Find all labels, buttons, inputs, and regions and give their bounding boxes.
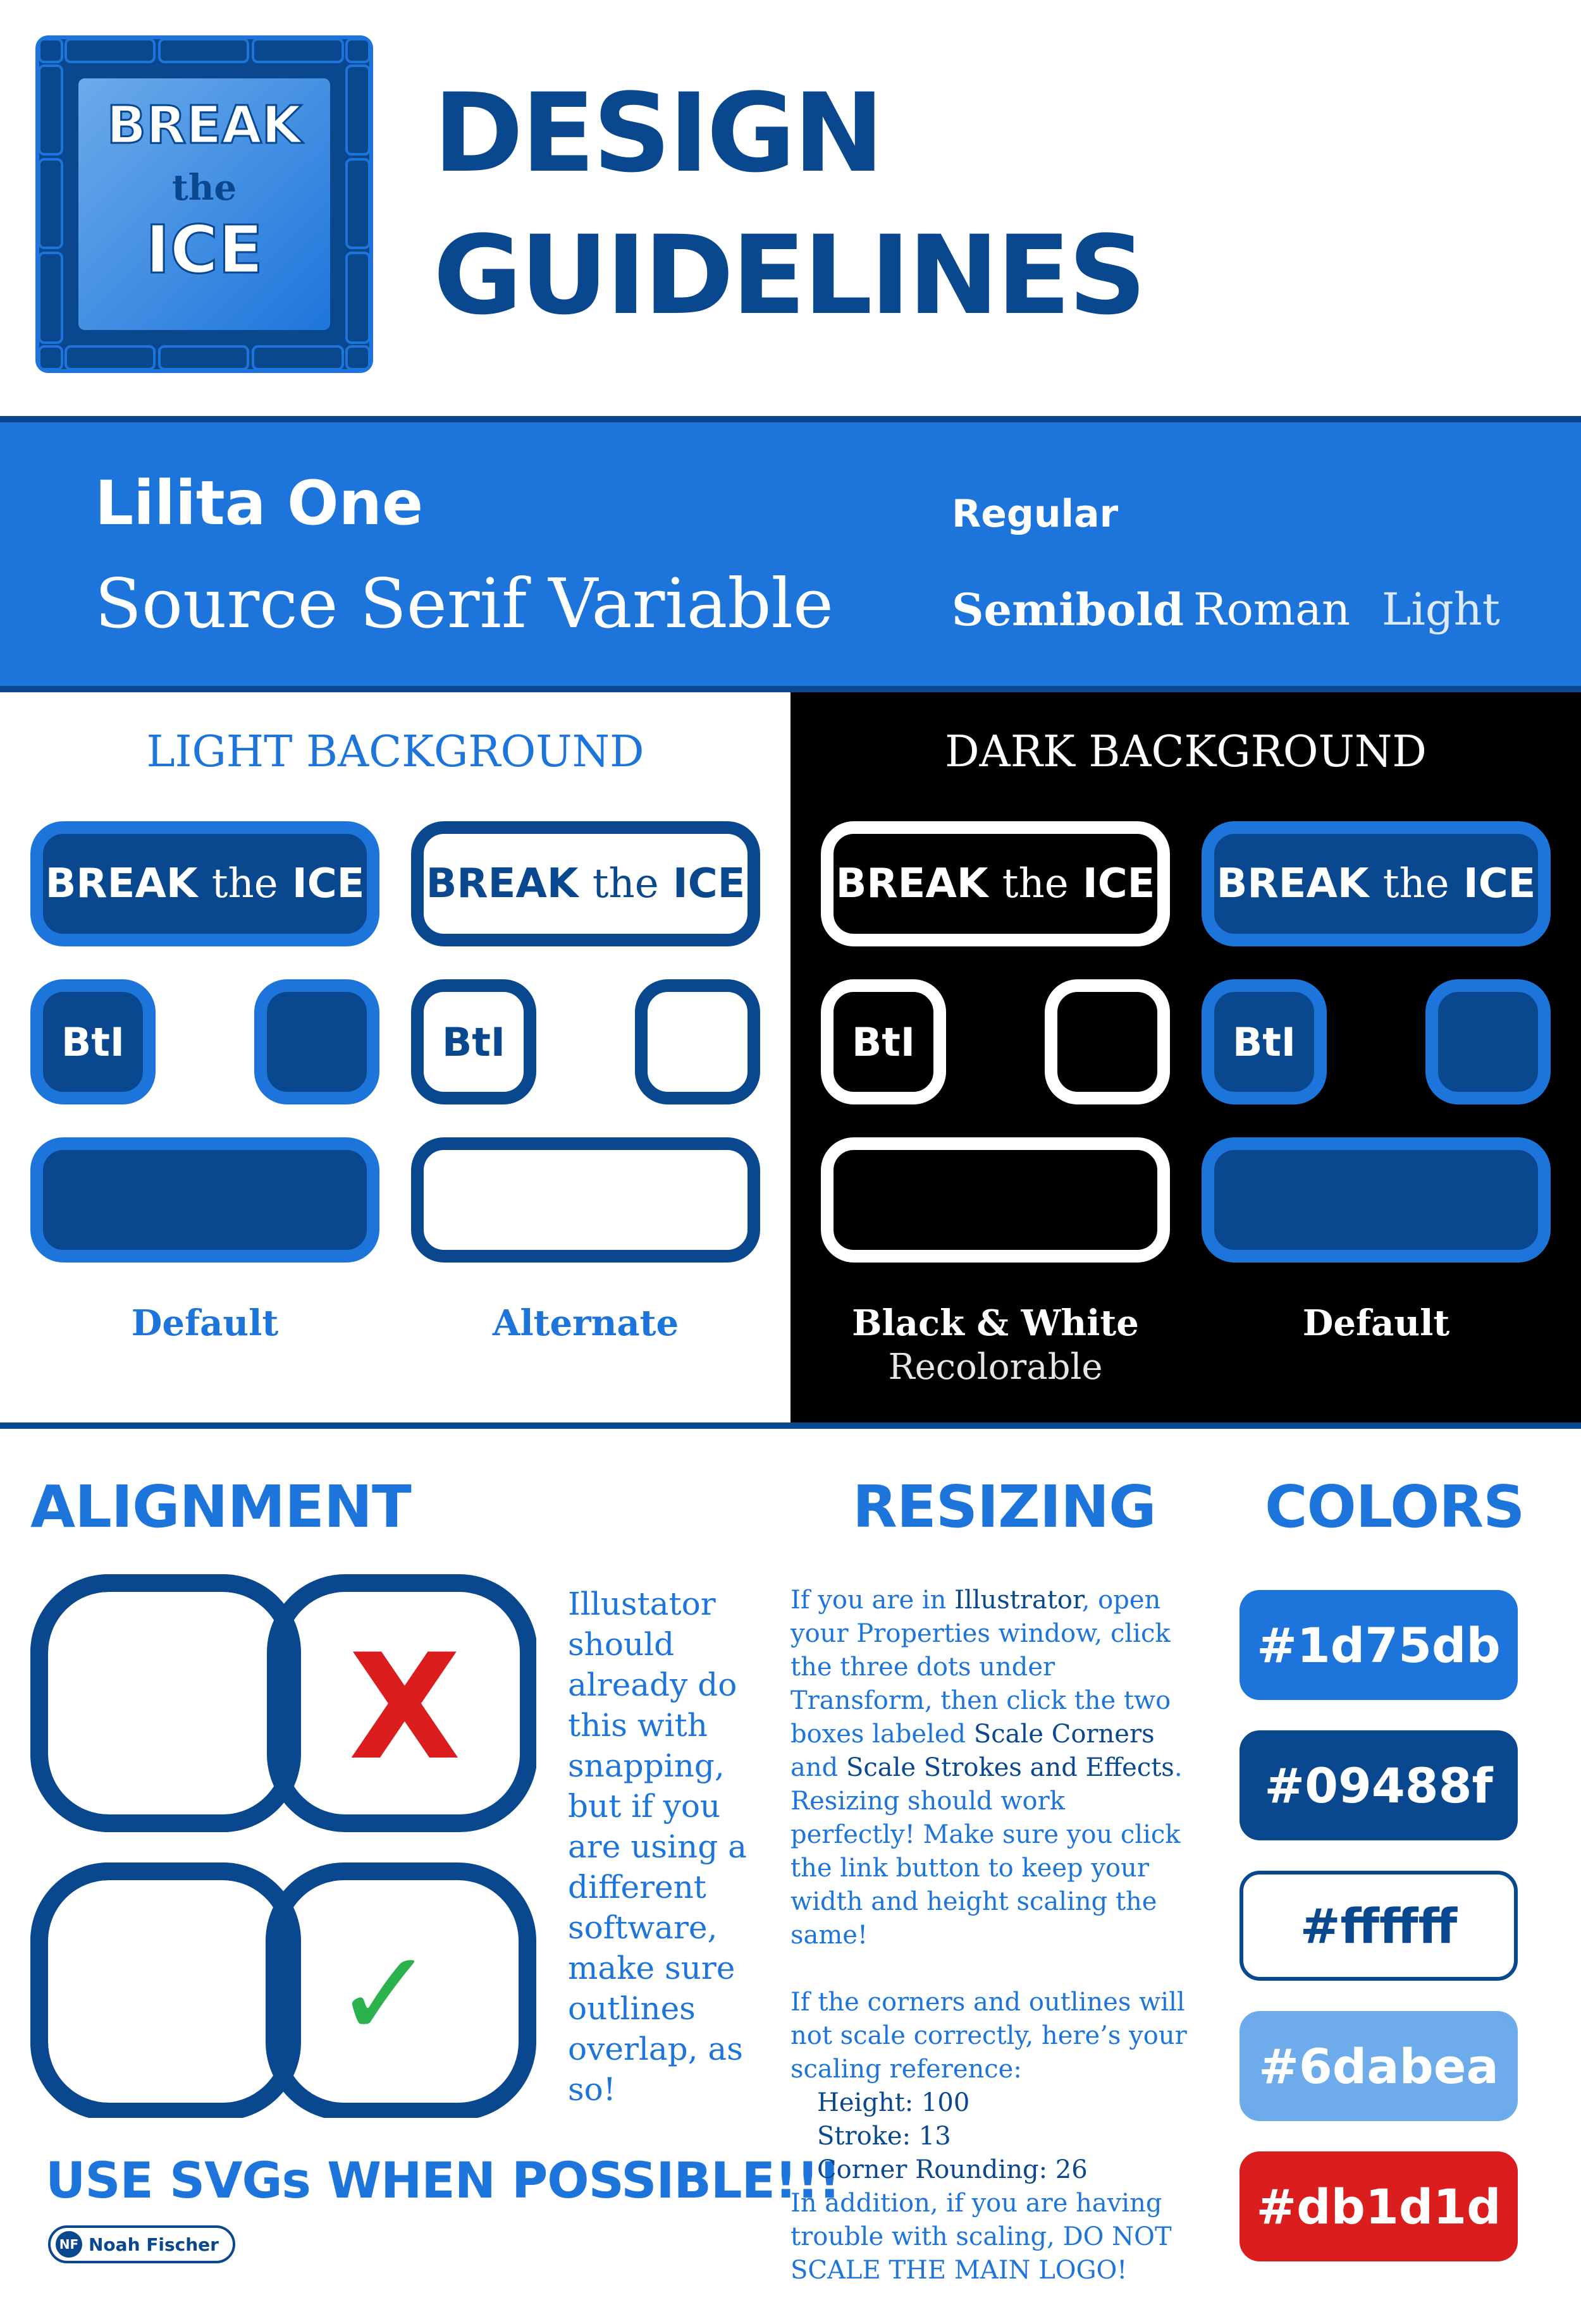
light-background-heading: LIGHT BACKGROUND — [146, 727, 644, 777]
primary-weight-regular: Regular — [952, 492, 1119, 536]
wordmark-text: BREAK the ICE — [45, 860, 365, 907]
dark-background-heading: DARK BACKGROUND — [945, 727, 1427, 777]
logo-break-text: BREAK — [106, 95, 302, 156]
color-swatch-blue: #1d75db — [1240, 1590, 1518, 1700]
scaling-height: Height: 100 — [817, 2088, 970, 2117]
caption-default-light: Default — [131, 1302, 279, 1344]
primary-font-name: Lilita One — [95, 468, 424, 539]
empty-wide-default-light — [30, 1137, 379, 1263]
scaling-corner-rounding: Corner Rounding: 26 — [817, 2155, 1088, 2184]
caption-default-dark: Default — [1302, 1302, 1450, 1344]
section-divider — [0, 1422, 1581, 1429]
wrong-x-icon: X — [348, 1624, 461, 1792]
logo-the-text: the — [171, 167, 237, 209]
short-mark-default-dark: BtI — [1202, 979, 1327, 1104]
color-swatch-red: #db1d1d — [1240, 2151, 1518, 2261]
color-swatch-white: #ffffff — [1240, 1871, 1518, 1981]
wordmark-default-light — [30, 821, 379, 946]
short-mark-black-white: BtI — [821, 979, 946, 1104]
caption-black-white: Black & White — [852, 1302, 1139, 1344]
empty-wide-black-white — [821, 1137, 1170, 1263]
secondary-font-name: Source Serif Variable — [95, 565, 834, 644]
empty-square-default-light — [254, 979, 379, 1104]
weight-semibold: Semibold — [952, 584, 1184, 636]
empty-wide-alternate — [411, 1137, 760, 1263]
wordmark-alternate: BREAK the ICE — [411, 821, 760, 946]
break-the-ice-logo — [35, 35, 373, 373]
empty-wide-default-dark — [1202, 1137, 1551, 1263]
use-svgs-note: USE SVGs WHEN POSSIBLE!!! — [46, 2153, 840, 2210]
logo-ice-text: ICE — [145, 211, 264, 288]
right-example-left-box — [39, 1871, 292, 2112]
wordmark-black-white: BREAK the ICE — [821, 821, 1170, 946]
page-title-line-2: GUIDELINES — [433, 212, 1145, 339]
resizing-instructions — [790, 1584, 1195, 2287]
short-mark-alternate: BtI — [411, 979, 536, 1104]
font-band — [0, 416, 1581, 692]
color-swatch-dark-blue: #09488f — [1240, 1730, 1518, 1840]
author-credit — [48, 2225, 235, 2263]
resizing-paragraph-1: If you are in Illustrator, open your Properties window, click the three dots under Transform, then click the two boxes labeled Scale Corners and Scale Strokes and Effects. Resizing should work perfectly! Make sure you click the link button to keep your width and height scaling the same! — [790, 1586, 1183, 1950]
weight-roman: Roman — [1193, 584, 1351, 635]
alignment-diagram — [30, 1574, 536, 2118]
resizing-paragraph-3: In addition, if you are having trouble with scaling, DO NOT SCALE THE MAIN LOGO! — [790, 2189, 1172, 2285]
page-title-line-1: DESIGN — [433, 70, 882, 197]
empty-square-black-white — [1045, 979, 1170, 1104]
alignment-heading: ALIGNMENT — [30, 1473, 411, 1541]
wordmark-default-dark: BREAK the ICE — [1202, 821, 1551, 946]
alignment-note: Illustator should already do this with snapping, but if you are using a different software, make sure outlines overlap, as so! — [568, 1586, 747, 2108]
empty-square-alternate — [635, 979, 760, 1104]
caption-recolorable: Recolorable — [888, 1347, 1103, 1388]
colors-heading: COLORS — [1265, 1473, 1525, 1541]
author-name: Noah Fischer — [89, 2234, 219, 2255]
author-monogram-icon: NF — [56, 2231, 82, 2258]
resizing-heading: RESIZING — [852, 1473, 1156, 1541]
short-mark-default-light: BtI — [30, 979, 156, 1104]
weight-light: Light — [1382, 584, 1500, 635]
scaling-stroke: Stroke: 13 — [817, 2122, 951, 2151]
empty-square-default-dark — [1425, 979, 1551, 1104]
resizing-paragraph-2: If the corners and outlines will not scale correctly, here’s your scaling reference: — [790, 1988, 1187, 2084]
caption-alternate: Alternate — [492, 1302, 679, 1344]
color-swatch-light-blue: #6dabea — [1240, 2011, 1518, 2121]
wrong-example-left-box — [39, 1583, 292, 1823]
correct-checkmark-icon: ✓ — [334, 1924, 435, 2064]
